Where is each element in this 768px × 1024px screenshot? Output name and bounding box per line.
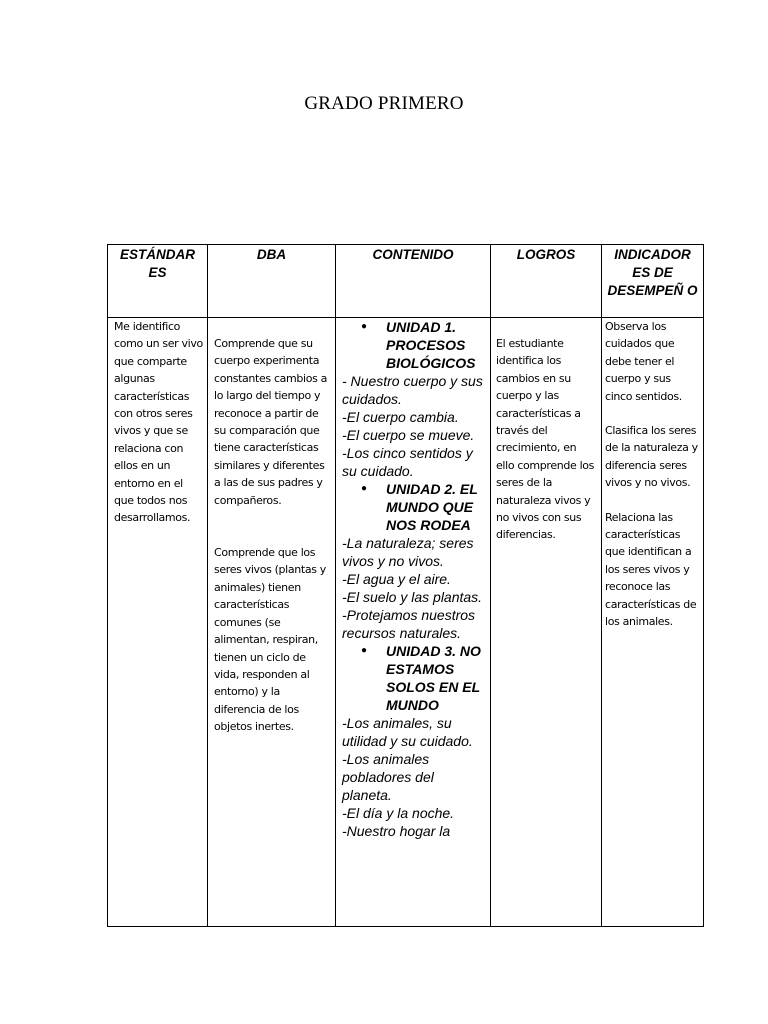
indicador-paragraph-2: Clasifica los seres de la naturaleza y diferencia seres vivos y no vivos.: [605, 424, 698, 490]
curriculum-table: [107, 244, 704, 927]
topic-item: -El agua y el aire.: [342, 571, 451, 587]
unit-3: ● UNIDAD 3. NO ESTAMOS SOLOS EN EL MUNDO: [342, 642, 484, 714]
unit-2: ● UNIDAD 2. EL MUNDO QUE NOS RODEA: [342, 480, 484, 534]
cell-indicadores: [602, 318, 704, 927]
indicador-paragraph-3: Relaciona las características que identifican a los seres vivos y reconoce las características de los animales.: [605, 510, 697, 629]
unit-1: ● UNIDAD 1. PROCESOS BIOLÓGICOS: [342, 318, 484, 372]
topic-item: -Nuestro hogar la: [342, 823, 451, 839]
page-title: GRADO PRIMERO: [304, 93, 464, 114]
topic-item: -Los cinco sentidos y su cuidado.: [342, 445, 473, 479]
cell-contenido: [336, 318, 491, 927]
indicador-paragraph-1: Observa los cuidados que debe tener el cuerpo y sus cinco sentidos.: [605, 320, 682, 403]
bullet-icon: ●: [360, 645, 368, 656]
header-cell-indicadores: INDICADOR ES DE DESEMPEÑ O: [602, 245, 704, 318]
estandares-text: Me identifico como un ser vivo que comparte algunas características con otros seres vivos y que se relaciona con ellos en un entorno en el que todos nos desarrollamos.: [114, 320, 203, 525]
topic-item: -Los animales pobladores del planeta.: [342, 751, 434, 803]
topic-item: -El día y la noche.: [342, 805, 455, 821]
topic-item: -El cuerpo se mueve.: [342, 427, 475, 443]
table-header-row: [108, 245, 704, 318]
cell-logros: [491, 318, 602, 927]
dba-paragraph-2: Comprende que los seres vivos (plantas y animales) tienen características comunes (se alimentan, respiran, tienen un ciclo de vida, responden al entorno) y la diferencia de los objetos inertes.: [214, 546, 326, 734]
header-cell-estandares: ESTÁNDAR ES: [108, 245, 208, 318]
topic-item: -La naturaleza; seres vivos y no vivos.: [342, 535, 474, 569]
topic-item: -El suelo y las plantas.: [342, 589, 483, 605]
cell-estandares: [108, 318, 208, 927]
logros-text: El estudiante identifica los cambios en su cuerpo y las características a través del crecimiento, en ello comprende los seres de la naturaleza vivos y no vivos con sus diferencias.: [496, 337, 595, 542]
bullet-icon: ●: [360, 483, 368, 494]
header-cell-logros: LOGROS: [491, 245, 602, 318]
topic-item: -Protejamos nuestros recursos naturales.: [342, 607, 476, 641]
dba-paragraph-1: Comprende que su cuerpo experimenta constantes cambios a lo largo del tiempo y reconoce a partir de su comparación que tiene características similares y diferentes a las de sus padres y compañeros.: [214, 337, 328, 507]
topic-item: - Nuestro cuerpo y sus cuidados.: [342, 373, 483, 407]
topic-item: -Los animales, su utilidad y su cuidado.: [342, 715, 473, 749]
cell-dba: [208, 318, 336, 927]
bullet-icon: ●: [360, 321, 368, 332]
header-cell-contenido: CONTENIDO: [336, 245, 491, 318]
table-row: [108, 318, 704, 927]
topic-item: -El cuerpo cambia.: [342, 409, 459, 425]
header-cell-dba: DBA: [208, 245, 336, 318]
